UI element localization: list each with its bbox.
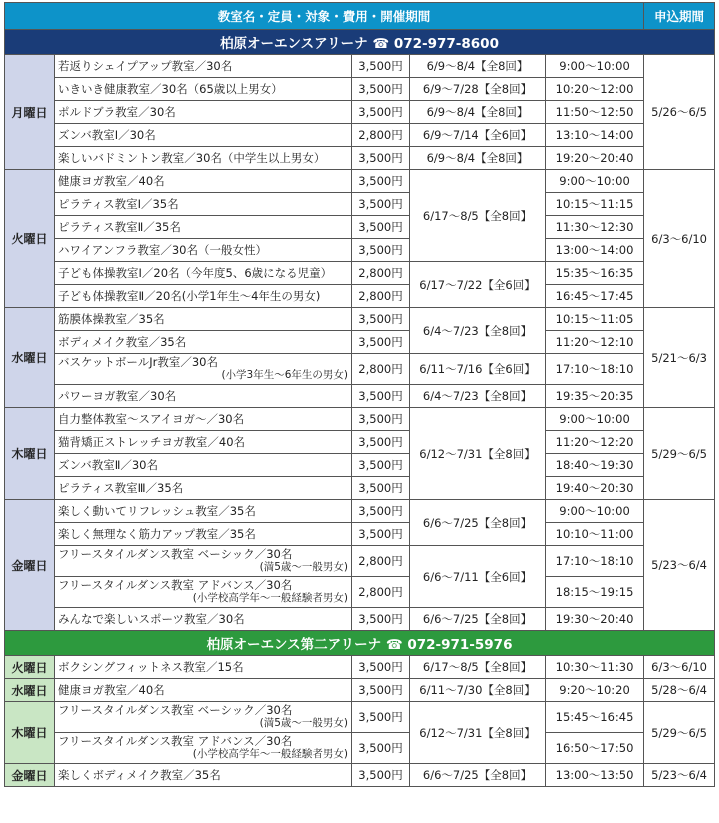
table-row bbox=[5, 764, 715, 787]
time: 17:10～18:10 bbox=[546, 546, 644, 577]
fee: 3,500円 bbox=[352, 679, 410, 702]
fee: 2,800円 bbox=[352, 577, 410, 608]
course-name: 楽しく動いてリフレッシュ教室／35名 bbox=[55, 500, 352, 523]
table-row bbox=[5, 285, 715, 308]
fee: 3,500円 bbox=[352, 385, 410, 408]
period: 6/4～7/23【全8回】 bbox=[410, 308, 546, 354]
apply-period: 5/29～6/5 bbox=[644, 408, 715, 500]
course-name: ズンバ教室Ⅱ／30名 bbox=[55, 454, 352, 477]
time: 9:00～10:00 bbox=[546, 408, 644, 431]
fee: 3,500円 bbox=[352, 78, 410, 101]
apply-period: 5/28～6/4 bbox=[644, 679, 715, 702]
period: 6/9～8/4【全8回】 bbox=[410, 55, 546, 78]
fee: 3,500円 bbox=[352, 523, 410, 546]
course-name: フリースタイルダンス教室 アドバンス／30名 bbox=[58, 734, 293, 748]
period: 6/6～7/11【全6回】 bbox=[410, 546, 546, 608]
period: 6/11～7/16【全6回】 bbox=[410, 354, 546, 385]
course-name: 楽しいバドミントン教室／30名（中学生以上男女） bbox=[55, 147, 352, 170]
period: 6/17～8/5【全8回】 bbox=[410, 656, 546, 679]
time: 11:20～12:10 bbox=[546, 331, 644, 354]
course-name: ズンバ教室Ⅰ／30名 bbox=[55, 124, 352, 147]
time: 11:20～12:20 bbox=[546, 431, 644, 454]
time: 18:40～19:30 bbox=[546, 454, 644, 477]
fee: 3,500円 bbox=[352, 331, 410, 354]
period: 6/12～7/31【全8回】 bbox=[410, 702, 546, 764]
apply-period: 6/3～6/10 bbox=[644, 170, 715, 308]
fee: 3,500円 bbox=[352, 454, 410, 477]
fee: 3,500円 bbox=[352, 656, 410, 679]
fee: 3,500円 bbox=[352, 239, 410, 262]
course-name-block bbox=[55, 733, 352, 764]
time: 9:00～10:00 bbox=[546, 170, 644, 193]
course-name: いきいき健康教室／30名（65歳以上男女） bbox=[55, 78, 352, 101]
header-main: 教室名・定員・対象・費用・開催期間 bbox=[5, 3, 644, 30]
course-name: パワーヨガ教室／30名 bbox=[55, 385, 352, 408]
fee: 3,500円 bbox=[352, 431, 410, 454]
period: 6/6～7/25【全8回】 bbox=[410, 608, 546, 631]
day-monday: 月曜日 bbox=[5, 55, 55, 170]
fee: 3,500円 bbox=[352, 702, 410, 733]
course-name: フリースタイルダンス教室 ベーシック／30名 bbox=[58, 703, 293, 717]
time: 19:20～20:40 bbox=[546, 147, 644, 170]
table-row bbox=[5, 431, 715, 454]
table-row bbox=[5, 124, 715, 147]
time: 16:45～17:45 bbox=[546, 285, 644, 308]
course-name: 子ども体操教室Ⅱ／20名(小学1年生～4年生の男女) bbox=[55, 285, 352, 308]
period: 6/4～7/23【全8回】 bbox=[410, 385, 546, 408]
apply-period: 5/23～6/4 bbox=[644, 764, 715, 787]
table-row bbox=[5, 733, 715, 764]
table-row bbox=[5, 239, 715, 262]
course-name-block bbox=[55, 702, 352, 733]
course-target: (小学校高学年～一般経験者男女) bbox=[192, 748, 348, 760]
time: 10:30～11:30 bbox=[546, 656, 644, 679]
course-name: ボディメイク教室／35名 bbox=[55, 331, 352, 354]
course-name: 健康ヨガ教室／40名 bbox=[55, 170, 352, 193]
course-name: 猫背矯正ストレッチヨガ教室／40名 bbox=[55, 431, 352, 454]
apply-period: 5/29～6/5 bbox=[644, 702, 715, 764]
period: 6/6～7/25【全8回】 bbox=[410, 500, 546, 546]
time: 19:40～20:30 bbox=[546, 477, 644, 500]
fee: 3,500円 bbox=[352, 764, 410, 787]
apply-period: 5/26～6/5 bbox=[644, 55, 715, 170]
day-thursday: 木曜日 bbox=[5, 702, 55, 764]
time: 18:15～19:15 bbox=[546, 577, 644, 608]
fee: 3,500円 bbox=[352, 308, 410, 331]
table-row bbox=[5, 101, 715, 124]
apply-period: 5/23～6/4 bbox=[644, 500, 715, 631]
time: 13:10～14:00 bbox=[546, 124, 644, 147]
course-name-block bbox=[55, 577, 352, 608]
course-name: 自力整体教室～スアイヨガ～／30名 bbox=[55, 408, 352, 431]
table-row bbox=[5, 78, 715, 101]
day-friday: 金曜日 bbox=[5, 500, 55, 631]
period: 6/12～7/31【全8回】 bbox=[410, 408, 546, 500]
course-name: フリースタイルダンス教室 ベーシック／30名 bbox=[58, 547, 293, 561]
time: 15:35～16:35 bbox=[546, 262, 644, 285]
period: 6/9～8/4【全8回】 bbox=[410, 101, 546, 124]
time: 11:30～12:30 bbox=[546, 216, 644, 239]
course-name: ピラティス教室Ⅲ／35名 bbox=[55, 477, 352, 500]
time: 9:00～10:00 bbox=[546, 55, 644, 78]
period: 6/9～7/28【全8回】 bbox=[410, 78, 546, 101]
course-name: ボクシングフィットネス教室／15名 bbox=[55, 656, 352, 679]
fee: 3,500円 bbox=[352, 608, 410, 631]
time: 11:50～12:50 bbox=[546, 101, 644, 124]
time: 10:15～11:15 bbox=[546, 193, 644, 216]
table-row bbox=[5, 454, 715, 477]
table-row bbox=[5, 262, 715, 285]
period: 6/6～7/25【全8回】 bbox=[410, 764, 546, 787]
course-name: 筋膜体操教室／35名 bbox=[55, 308, 352, 331]
time: 13:00～14:00 bbox=[546, 239, 644, 262]
time: 10:20～12:00 bbox=[546, 78, 644, 101]
day-tuesday: 火曜日 bbox=[5, 170, 55, 308]
table-row bbox=[5, 523, 715, 546]
day-tuesday: 火曜日 bbox=[5, 656, 55, 679]
fee: 3,500円 bbox=[352, 477, 410, 500]
fee: 2,800円 bbox=[352, 285, 410, 308]
fee: 3,500円 bbox=[352, 147, 410, 170]
course-target: (小学3年生～6年生の男女) bbox=[221, 369, 348, 381]
table-row bbox=[5, 679, 715, 702]
course-name: みんなで楽しいスポーツ教室／30名 bbox=[55, 608, 352, 631]
time: 19:35～20:35 bbox=[546, 385, 644, 408]
period: 6/17～7/22【全6回】 bbox=[410, 262, 546, 308]
table-row bbox=[5, 608, 715, 631]
header-apply: 申込期間 bbox=[644, 3, 715, 30]
fee: 3,500円 bbox=[352, 216, 410, 239]
table-row bbox=[5, 408, 715, 431]
time: 19:30～20:40 bbox=[546, 608, 644, 631]
table-row bbox=[5, 546, 715, 577]
venue-header-2 bbox=[5, 631, 715, 656]
course-target: (小学校高学年～一般経験者男女) bbox=[192, 592, 348, 604]
period: 6/9～8/4【全8回】 bbox=[410, 147, 546, 170]
time: 15:45～16:45 bbox=[546, 702, 644, 733]
table-row bbox=[5, 577, 715, 608]
day-friday: 金曜日 bbox=[5, 764, 55, 787]
course-target: (満5歳～一般男女) bbox=[259, 561, 348, 573]
table-row bbox=[5, 55, 715, 78]
course-name: ピラティス教室Ⅰ／35名 bbox=[55, 193, 352, 216]
day-wednesday: 水曜日 bbox=[5, 308, 55, 408]
venue-header-1 bbox=[5, 30, 715, 55]
course-name: 楽しく無理なく筋力アップ教室／35名 bbox=[55, 523, 352, 546]
course-name: ハワイアンフラ教室／30名（一般女性） bbox=[55, 239, 352, 262]
period: 6/9～7/14【全6回】 bbox=[410, 124, 546, 147]
table-row bbox=[5, 385, 715, 408]
fee: 3,500円 bbox=[352, 101, 410, 124]
table-row bbox=[5, 331, 715, 354]
course-name: 子ども体操教室Ⅰ／20名（今年度5、6歳になる児童） bbox=[55, 262, 352, 285]
fee: 3,500円 bbox=[352, 170, 410, 193]
table-row bbox=[5, 702, 715, 733]
time: 10:15～11:05 bbox=[546, 308, 644, 331]
fee: 2,800円 bbox=[352, 546, 410, 577]
table-row bbox=[5, 170, 715, 193]
time: 17:10～18:10 bbox=[546, 354, 644, 385]
fee: 2,800円 bbox=[352, 354, 410, 385]
table-row bbox=[5, 147, 715, 170]
day-wednesday: 水曜日 bbox=[5, 679, 55, 702]
fee: 2,800円 bbox=[352, 124, 410, 147]
time: 9:20～10:20 bbox=[546, 679, 644, 702]
table-row bbox=[5, 308, 715, 331]
course-name-block bbox=[55, 546, 352, 577]
time: 9:00～10:00 bbox=[546, 500, 644, 523]
time: 10:10～11:00 bbox=[546, 523, 644, 546]
course-name: バスケットボールJr教室／30名 bbox=[58, 355, 218, 369]
class-schedule-table bbox=[4, 2, 715, 787]
course-name: 若返りシェイプアップ教室／30名 bbox=[55, 55, 352, 78]
fee: 3,500円 bbox=[352, 733, 410, 764]
period: 6/17～8/5【全8回】 bbox=[410, 170, 546, 262]
period: 6/11～7/30【全8回】 bbox=[410, 679, 546, 702]
table-header bbox=[5, 3, 715, 30]
day-thursday: 木曜日 bbox=[5, 408, 55, 500]
apply-period: 5/21～6/3 bbox=[644, 308, 715, 408]
course-name: ピラティス教室Ⅱ／35名 bbox=[55, 216, 352, 239]
course-name: 楽しくボディメイク教室／35名 bbox=[55, 764, 352, 787]
venue-title: 柏原オーエンス第二アリーナ ☎ 072-971-5976 bbox=[5, 631, 715, 656]
course-name: 健康ヨガ教室／40名 bbox=[55, 679, 352, 702]
table-row bbox=[5, 477, 715, 500]
fee: 2,800円 bbox=[352, 262, 410, 285]
table-row bbox=[5, 656, 715, 679]
table-row bbox=[5, 193, 715, 216]
fee: 3,500円 bbox=[352, 500, 410, 523]
fee: 3,500円 bbox=[352, 408, 410, 431]
apply-period: 6/3～6/10 bbox=[644, 656, 715, 679]
course-name-block bbox=[55, 354, 352, 385]
table-row bbox=[5, 216, 715, 239]
course-name: ポルドブラ教室／30名 bbox=[55, 101, 352, 124]
table-row bbox=[5, 500, 715, 523]
fee: 3,500円 bbox=[352, 193, 410, 216]
time: 16:50～17:50 bbox=[546, 733, 644, 764]
fee: 3,500円 bbox=[352, 55, 410, 78]
time: 13:00～13:50 bbox=[546, 764, 644, 787]
course-target: (満5歳～一般男女) bbox=[259, 717, 348, 729]
course-name: フリースタイルダンス教室 アドバンス／30名 bbox=[58, 578, 293, 592]
venue-title: 柏原オーエンスアリーナ ☎ 072-977-8600 bbox=[5, 30, 715, 55]
table-row bbox=[5, 354, 715, 385]
